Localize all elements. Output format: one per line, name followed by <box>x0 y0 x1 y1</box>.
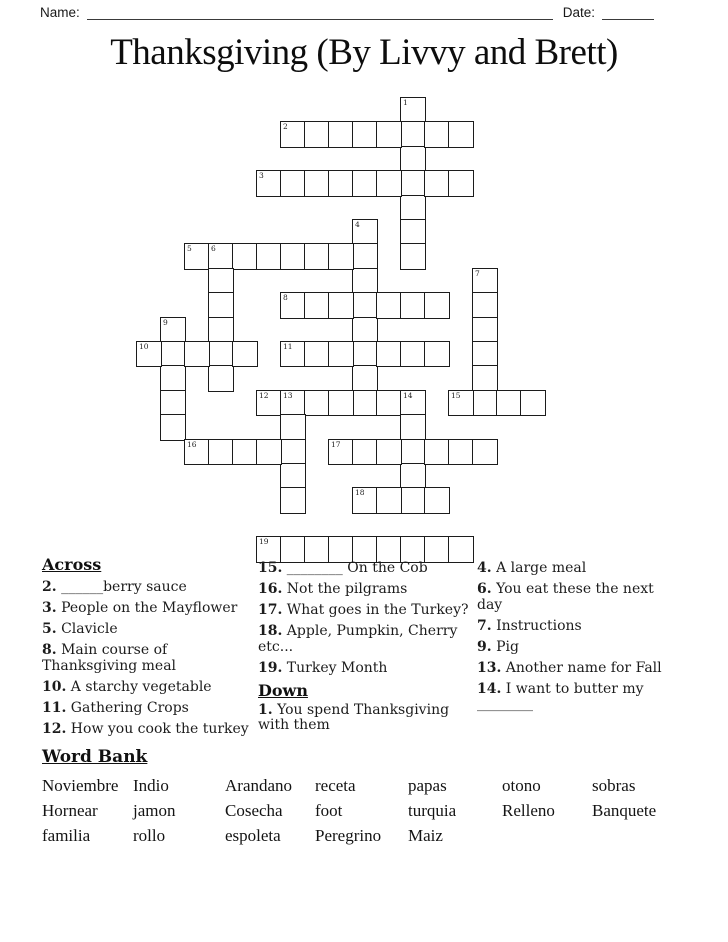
crossword-cell[interactable] <box>184 341 210 367</box>
word-bank-heading: Word Bank <box>42 747 148 767</box>
clue-number-label: 10. <box>42 678 67 695</box>
word-bank-item: receta <box>315 776 356 795</box>
clue-number-label: 5. <box>42 621 57 637</box>
clue-number: 14 <box>403 390 413 400</box>
crossword-cell[interactable] <box>232 439 258 465</box>
crossword-cell[interactable] <box>328 170 354 196</box>
crossword-cell[interactable] <box>208 268 234 294</box>
clue-number-label: 1. <box>258 701 273 718</box>
crossword-cell[interactable] <box>400 195 426 221</box>
crossword-cell[interactable] <box>280 121 306 147</box>
crossword-cell[interactable] <box>280 439 306 465</box>
word-bank-item: jamon <box>133 801 176 820</box>
crossword-cell[interactable] <box>376 390 402 416</box>
clue-number-label: 2. <box>42 579 57 595</box>
crossword-cell[interactable] <box>496 390 522 416</box>
crossword-cell[interactable] <box>304 292 330 318</box>
clue-down-13: 13. Another name for Fall <box>477 659 662 676</box>
clue-number-label: 14. <box>477 680 502 697</box>
clue-number: 5 <box>187 244 192 254</box>
clue-down-6: 6. You eat these the next day <box>477 581 654 613</box>
word-bank-item: otono <box>502 776 541 795</box>
crossword-cell[interactable] <box>160 390 186 416</box>
crossword-cell[interactable] <box>328 243 354 269</box>
clue-number: 12 <box>259 390 269 400</box>
word-bank-item: sobras <box>592 776 636 795</box>
clue-number-label: 12. <box>42 720 67 737</box>
crossword-cell[interactable] <box>424 121 450 147</box>
crossword-cell[interactable] <box>232 341 258 367</box>
crossword-cell[interactable] <box>448 439 474 465</box>
crossword-cell[interactable] <box>424 341 450 367</box>
crossword-cell[interactable] <box>352 487 378 513</box>
clue-number-label: 7. <box>477 617 492 634</box>
clue-down-14: 14. I want to butter my ________ <box>477 680 644 712</box>
crossword-cell[interactable] <box>280 292 306 318</box>
crossword-cell[interactable] <box>376 487 402 513</box>
clue-down-1: 1. You spend Thanksgiving with them <box>258 701 450 733</box>
crossword-cell[interactable] <box>376 439 402 465</box>
word-bank-item: familia <box>42 826 91 845</box>
crossword-cell[interactable] <box>256 170 282 196</box>
crossword-cell[interactable] <box>304 536 330 562</box>
word-bank-item: Arandano <box>225 776 293 795</box>
crossword-cell[interactable] <box>352 317 378 343</box>
crossword-cell[interactable] <box>352 219 378 245</box>
clue-down-9: 9. Pig <box>477 638 519 655</box>
crossword-cell[interactable] <box>352 536 378 562</box>
clue-number: 3 <box>259 171 264 181</box>
clue-across-16: 16. Not the pilgrams <box>258 581 408 597</box>
crossword-cell[interactable] <box>160 365 186 391</box>
crossword-cell[interactable] <box>160 414 186 440</box>
clue-number: 13 <box>283 390 293 400</box>
clue-number: 10 <box>139 342 149 351</box>
word-bank-item: foot <box>315 801 343 820</box>
crossword-cell[interactable] <box>208 292 234 318</box>
word-bank-item: Noviembre <box>42 776 119 795</box>
clue-column-across <box>42 556 254 743</box>
crossword-cell[interactable] <box>256 390 282 416</box>
word-bank-item: Peregrino <box>315 826 382 845</box>
crossword-cell[interactable] <box>424 536 450 562</box>
crossword-cell[interactable] <box>376 292 402 318</box>
clue-across-19: 19. Turkey Month <box>258 659 388 676</box>
crossword-cell[interactable] <box>400 341 426 367</box>
crossword-cell[interactable] <box>448 536 474 562</box>
word-bank-item: Relleno <box>502 801 555 820</box>
crossword-cell[interactable] <box>208 365 234 391</box>
crossword-cell[interactable] <box>232 243 258 269</box>
clue-number-label: 8. <box>42 642 57 658</box>
clue-down-4: 4. A large meal <box>477 560 587 576</box>
page-title: Thanksgiving (By Livvy and Brett) <box>110 32 618 73</box>
crossword-cell[interactable] <box>472 390 498 416</box>
clue-number-label: 17. <box>258 602 283 618</box>
crossword-cell[interactable] <box>280 243 306 269</box>
clue-number-label: 4. <box>477 560 492 576</box>
name-label: Name: <box>40 5 80 20</box>
crossword-cell[interactable] <box>400 243 426 269</box>
crossword-cell[interactable] <box>352 243 378 269</box>
crossword-cell[interactable] <box>352 341 378 367</box>
crossword-cell[interactable] <box>304 170 330 196</box>
clue-number: 16 <box>187 439 197 449</box>
clue-number: 19 <box>259 537 269 547</box>
crossword-cell[interactable] <box>304 121 330 147</box>
crossword-cell[interactable] <box>256 536 282 562</box>
crossword-cell[interactable] <box>472 439 498 465</box>
clue-number-label: 11. <box>42 699 67 716</box>
clue-across-2: 2. ______berry sauce <box>42 579 187 595</box>
clue-column-middle <box>258 561 474 739</box>
crossword-cell[interactable] <box>136 341 162 367</box>
clue-across-12: 12. How you cook the turkey <box>42 720 249 737</box>
crossword-cell[interactable] <box>472 365 498 391</box>
crossword-cell[interactable] <box>448 170 474 196</box>
word-bank-item: Maiz <box>408 826 443 845</box>
crossword-cell[interactable] <box>424 487 450 513</box>
crossword-cell[interactable] <box>400 487 426 513</box>
clue-number: 8 <box>283 293 288 303</box>
crossword-cell[interactable] <box>448 121 474 147</box>
crossword-cell[interactable] <box>376 341 402 367</box>
word-bank-item: Cosecha <box>225 801 283 820</box>
crossword-cell[interactable] <box>280 390 306 416</box>
crossword-cell[interactable] <box>304 243 330 269</box>
crossword-cell[interactable] <box>328 536 354 562</box>
crossword-cell[interactable] <box>352 390 378 416</box>
word-bank-item: rollo <box>133 826 166 845</box>
crossword-cell[interactable] <box>352 170 378 196</box>
clue-number-label: 19. <box>258 659 283 676</box>
word-bank-item: espoleta <box>225 826 281 845</box>
clue-number: 15 <box>451 390 461 400</box>
crossword-cell[interactable] <box>352 268 378 294</box>
clue-number: 18 <box>355 488 365 498</box>
crossword-cell[interactable] <box>280 487 306 513</box>
crossword-cell[interactable] <box>280 536 306 562</box>
crossword-cell[interactable] <box>352 121 378 147</box>
crossword-cell[interactable] <box>328 341 354 367</box>
word-bank-item: Hornear <box>42 801 98 820</box>
crossword-cell[interactable] <box>400 146 426 172</box>
clue-number-label: 15. <box>258 560 283 576</box>
crossword-cell[interactable] <box>352 365 378 391</box>
clue-number-label: 13. <box>477 659 502 676</box>
crossword-cell[interactable] <box>448 390 474 416</box>
crossword-cell[interactable] <box>400 439 426 465</box>
crossword-cell[interactable] <box>328 439 354 465</box>
crossword-cell[interactable] <box>328 292 354 318</box>
word-bank-list <box>42 777 700 845</box>
word-bank-item: papas <box>408 776 447 795</box>
clue-across-18: 18. Apple, Pumpkin, Cherry etc... <box>258 623 458 655</box>
clue-number-label: 18. <box>258 623 283 639</box>
crossword-cell[interactable] <box>400 292 426 318</box>
crossword-cell[interactable] <box>280 463 306 489</box>
crossword-cell[interactable] <box>160 317 186 343</box>
clue-across-5: 5. Clavicle <box>42 621 118 637</box>
crossword-cell[interactable] <box>160 341 186 367</box>
crossword-cell[interactable] <box>472 341 498 367</box>
crossword-cell[interactable] <box>352 292 378 318</box>
word-bank-section <box>42 748 700 845</box>
crossword-cell[interactable] <box>376 536 402 562</box>
clue-number-label: 9. <box>477 638 492 655</box>
clues-heading-down: Down <box>258 680 308 700</box>
clue-number: 11 <box>283 342 293 351</box>
word-bank-item: turquia <box>408 801 457 820</box>
clue-number-label: 6. <box>477 581 492 597</box>
crossword-cell[interactable] <box>424 292 450 318</box>
clue-across-17: 17. What goes in the Turkey? <box>258 602 469 618</box>
crossword-cell[interactable] <box>280 414 306 440</box>
clue-number: 4 <box>355 220 360 229</box>
clue-column-down <box>477 561 673 718</box>
crossword-cell[interactable] <box>304 341 330 367</box>
crossword-cell[interactable] <box>256 439 282 465</box>
crossword-cell[interactable] <box>280 170 306 196</box>
clue-number: 17 <box>331 439 341 449</box>
date-label: Date: <box>562 5 595 20</box>
crossword-cell[interactable] <box>400 170 426 196</box>
clue-number-label: 16. <box>258 581 283 597</box>
clue-number: 7 <box>475 268 480 278</box>
crossword-cell[interactable] <box>400 536 426 562</box>
clue-across-15: 15. ________ On the Cob <box>258 560 428 576</box>
clue-across-10: 10. A starchy vegetable <box>42 678 212 695</box>
crossword-cell[interactable] <box>376 121 402 147</box>
clue-across-11: 11. Gathering Crops <box>42 699 189 716</box>
crossword-cell[interactable] <box>328 121 354 147</box>
crossword-cell[interactable] <box>328 390 354 416</box>
crossword-cell[interactable] <box>184 243 210 269</box>
crossword-cell[interactable] <box>472 317 498 343</box>
crossword-cell[interactable] <box>208 317 234 343</box>
crossword-cell[interactable] <box>424 170 450 196</box>
clues-heading-across: Across <box>42 555 102 574</box>
clue-number-label: 3. <box>42 600 57 616</box>
crossword-cell[interactable] <box>400 414 426 440</box>
crossword-cell[interactable] <box>400 121 426 147</box>
crossword-cell[interactable] <box>400 97 426 123</box>
crossword-cell[interactable] <box>208 243 234 269</box>
clue-number: 1 <box>403 98 408 107</box>
word-bank-item: Indio <box>133 776 169 795</box>
clue-number: 9 <box>163 317 168 327</box>
crossword-cell[interactable] <box>400 463 426 489</box>
crossword-cell[interactable] <box>472 268 498 294</box>
clue-number: 2 <box>283 122 288 132</box>
crossword-cell[interactable] <box>184 439 210 465</box>
crossword-cell[interactable] <box>304 390 330 416</box>
word-bank-item: Banquete <box>592 801 657 820</box>
crossword-cell[interactable] <box>400 390 426 416</box>
clue-down-7: 7. Instructions <box>477 617 582 634</box>
crossword-cell[interactable] <box>280 341 306 367</box>
crossword-cell[interactable] <box>400 219 426 245</box>
clue-number: 6 <box>211 244 216 254</box>
clue-across-8: 8. Main course of Thanksgiving meal <box>42 642 177 674</box>
crossword-cell[interactable] <box>208 439 234 465</box>
crossword-cell[interactable] <box>352 439 378 465</box>
crossword-cell[interactable] <box>424 439 450 465</box>
crossword-cell[interactable] <box>376 170 402 196</box>
crossword-cell[interactable] <box>256 243 282 269</box>
crossword-cell[interactable] <box>520 390 546 416</box>
clue-across-3: 3. People on the Mayflower <box>42 600 238 616</box>
crossword-cell[interactable] <box>472 292 498 318</box>
crossword-cell[interactable] <box>208 341 234 367</box>
